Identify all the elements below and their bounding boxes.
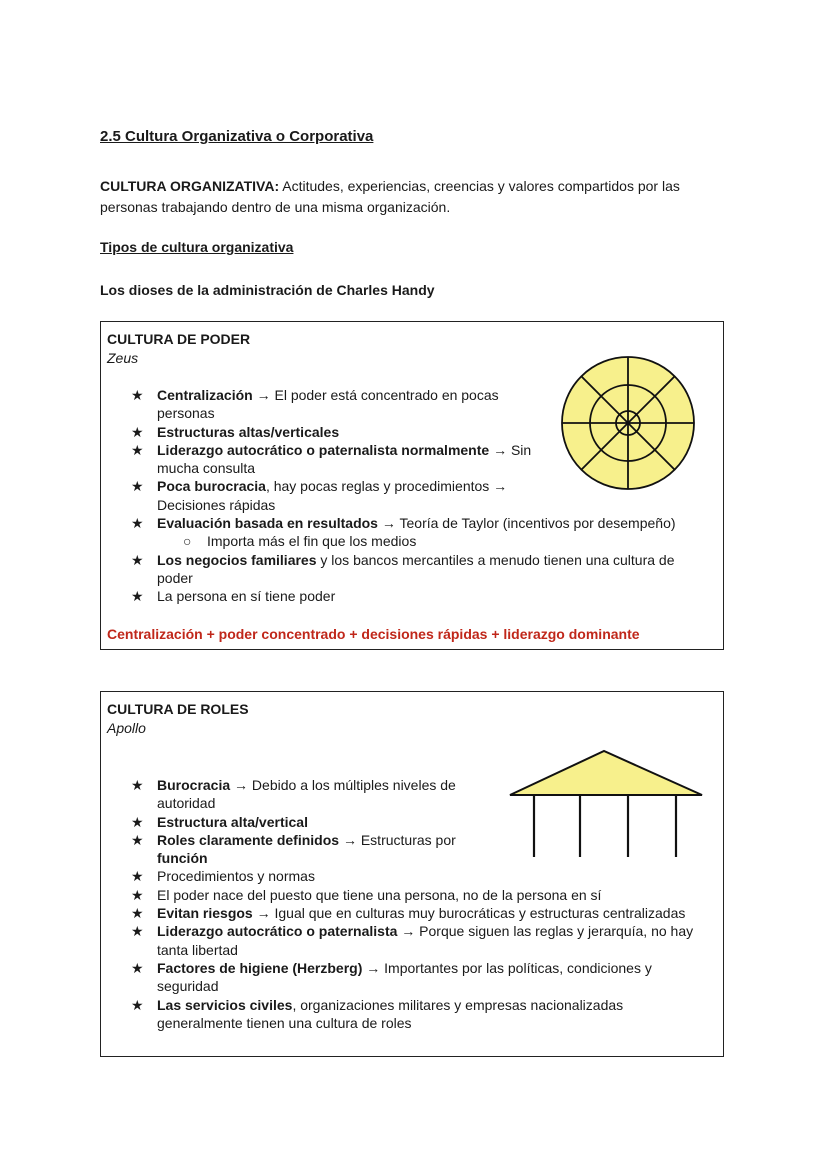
section-title: 2.5 Cultura Organizativa o Corporativa (100, 128, 374, 145)
power-culture-box (100, 321, 724, 650)
list-item: ★ Procedimientos y normas (131, 868, 315, 885)
list-item: ★ Las servicios civiles, organizaciones militares y empresas nacionalizadas generalmente tienen una cultura de roles (131, 996, 624, 1031)
list-item: ★ Estructura alta/vertical (131, 813, 308, 830)
list-item: ★ Poca burocracia, hay pocas reglas y procedimientos → Decisiones rápidas (131, 478, 508, 513)
list-item: ★ Estructuras altas/verticales (131, 423, 340, 440)
definition-text: Actitudes, experiencias, creencias y valores compartidos por las personas trabajando dentro de una misma organización. (100, 178, 680, 215)
star-icon: ★ (131, 515, 144, 532)
power-culture-list (131, 386, 697, 606)
role-culture-title: CULTURA DE ROLES (107, 701, 249, 717)
star-icon: ★ (131, 813, 144, 830)
star-icon: ★ (131, 387, 144, 403)
star-icon: ★ (131, 441, 144, 458)
star-icon: ★ (131, 777, 144, 793)
star-icon: ★ (131, 868, 144, 885)
list-item: ★ Factores de higiene (Herzberg) → Importantes por las políticas, condiciones y seguridad (131, 959, 652, 995)
power-culture-god: Zeus (107, 350, 139, 366)
star-icon: ★ (131, 551, 144, 568)
definition-term: CULTURA ORGANIZATIVA: (100, 178, 280, 194)
star-icon: ★ (131, 886, 144, 903)
star-icon: ★ (131, 423, 144, 440)
role-culture-list (131, 776, 727, 1032)
star-icon: ★ (131, 478, 144, 495)
star-icon: ★ (131, 831, 144, 848)
list-item: ★ El poder nace del puesto que tiene una persona, no de la persona en sí (131, 886, 602, 903)
star-icon: ★ (131, 905, 144, 922)
list-item: ★ La persona en sí tiene poder (131, 588, 336, 605)
list-item: ★ Roles claramente definidos → Estructuras por función (131, 831, 456, 867)
power-culture-title: CULTURA DE PODER (107, 331, 251, 347)
list-item: ★ Evitan riesgos → Igual que en culturas muy burocráticas y estructuras centralizadas (131, 905, 686, 922)
handy-heading: Los dioses de la administración de Charles Handy (100, 282, 435, 298)
circle-bullet-icon: ○ (183, 533, 192, 550)
list-item: ★ Centralización → El poder está concentrado en pocas personas (131, 387, 499, 422)
list-item: ★ Evaluación basada en resultados → Teoría de Taylor (incentivos por desempeño) (131, 515, 676, 532)
list-item: ★ Burocracia → Debido a los múltiples niveles de autoridad (131, 777, 456, 812)
definition (100, 176, 720, 218)
sub-list-item: ○ Importa más el fin que los medios (183, 533, 417, 550)
star-icon: ★ (131, 996, 144, 1013)
list-item: ★ Liderazgo autocrático o paternalista → Porque siguen las reglas y jerarquía, no hay tanta libertad (131, 923, 694, 958)
star-icon: ★ (131, 959, 144, 976)
star-icon: ★ (131, 923, 144, 940)
star-icon: ★ (131, 588, 144, 605)
role-culture-box (100, 691, 724, 1057)
types-heading: Tipos de cultura organizativa (100, 239, 294, 255)
list-item: ★ Liderazgo autocrático o paternalista normalmente → Sin mucha consulta (131, 441, 532, 477)
list-item: ★ Los negocios familiares y los bancos mercantiles a menudo tienen una cultura de poder (131, 551, 675, 586)
power-culture-summary: Centralización + poder concentrado + decisiones rápidas + liderazgo dominante (107, 626, 640, 642)
role-culture-god: Apollo (107, 720, 146, 736)
